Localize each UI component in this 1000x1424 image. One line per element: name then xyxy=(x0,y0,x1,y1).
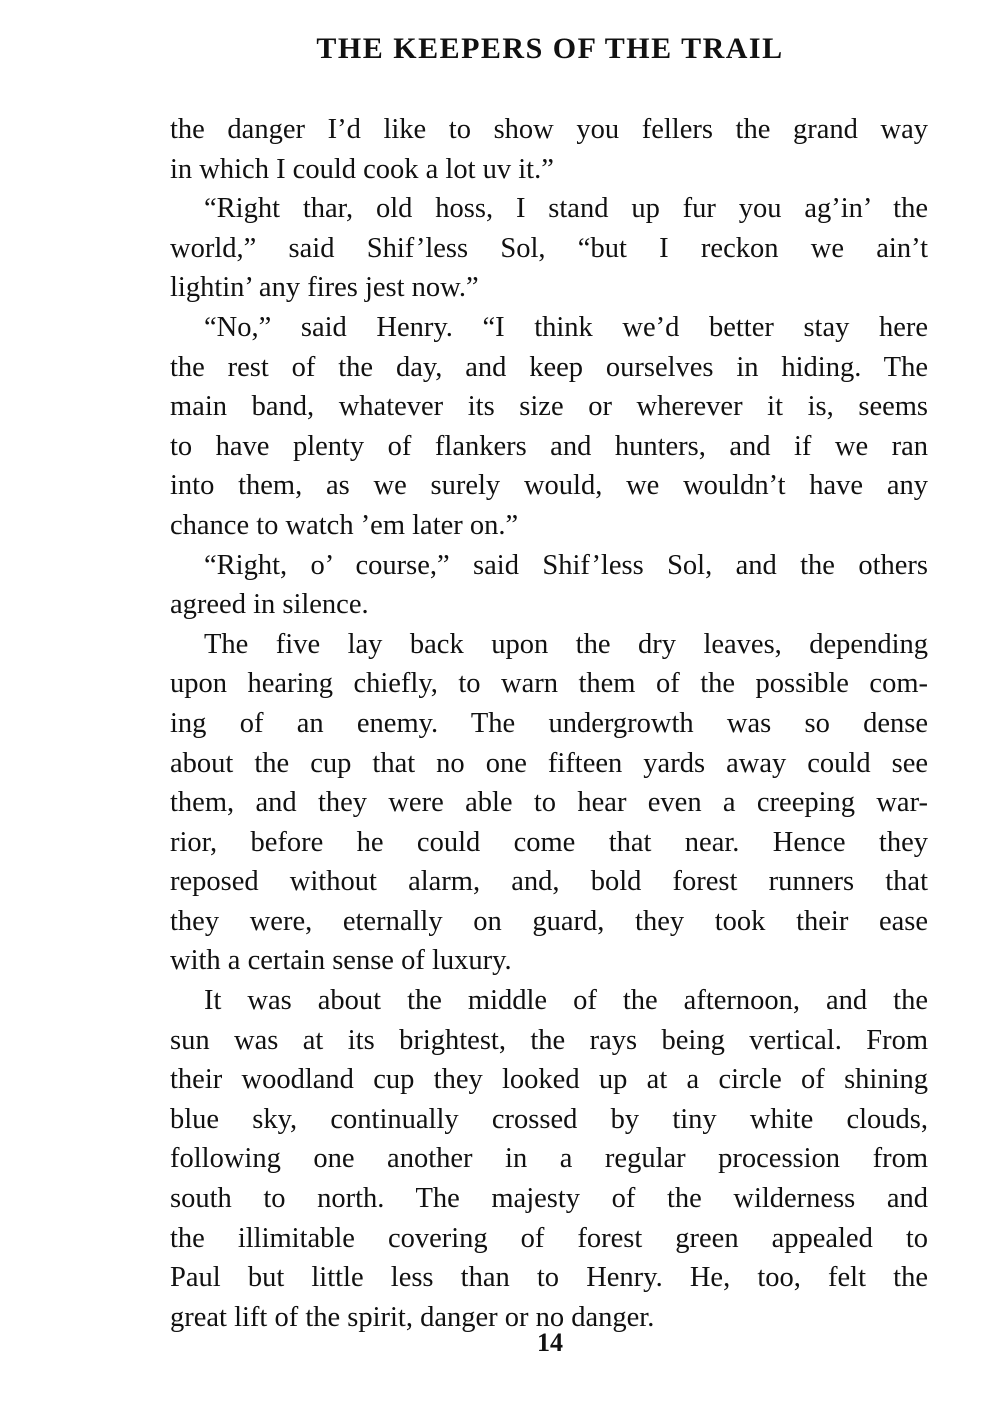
text-line: south to north. The majesty of the wilderness and xyxy=(170,1183,928,1215)
text-line: their woodland cup they looked up at a circle of shining xyxy=(170,1064,928,1096)
text-line: the illimitable covering of forest green appealed to xyxy=(170,1222,928,1254)
text-line: main band, whatever its size or wherever it is, seems xyxy=(170,391,928,423)
text-line: rior, before he could come that near. Hence they xyxy=(170,826,928,858)
text-line: to have plenty of flankers and hunters, and if we ran xyxy=(170,430,928,462)
running-head: THE KEEPERS OF THE TRAIL xyxy=(316,32,784,65)
text-line: about the cup that no one fifteen yards away could see xyxy=(170,747,928,779)
text-line: they were, eternally on guard, they took their ease xyxy=(170,905,928,937)
text-line: The five lay back upon the dry leaves, depending xyxy=(204,628,928,660)
text-line: world,” said Shif’less Sol, “but I reckon we ain’t xyxy=(170,232,928,264)
body-text xyxy=(170,110,928,1337)
text-line: the danger I’d like to show you fellers the grand way xyxy=(170,114,928,145)
text-line: them, and they were able to hear even a creeping war- xyxy=(170,787,928,819)
text-line: chance to watch ’em later on.” xyxy=(170,509,519,541)
text-line: “Right thar, old hoss, I stand up fur you ag’in’ the xyxy=(204,193,928,225)
text-line: It was about the middle of the afternoon, and the xyxy=(204,985,928,1017)
text-line: lightin’ any fires jest now.” xyxy=(170,272,479,304)
text-line: agreed in silence. xyxy=(170,589,369,621)
text-line: upon hearing chiefly, to warn them of the possible com- xyxy=(170,668,928,700)
text-line: “Right, o’ course,” said Shif’less Sol, and the others xyxy=(204,549,928,581)
text-line: reposed without alarm, and, bold forest runners that xyxy=(170,866,928,898)
text-line: great lift of the spirit, danger or no danger. xyxy=(170,1301,655,1333)
text-line: Paul but little less than to Henry. He, too, felt the xyxy=(170,1262,928,1294)
text-line: blue sky, continually crossed by tiny white clouds, xyxy=(170,1103,928,1135)
text-line: ing of an enemy. The undergrowth was so dense xyxy=(170,707,928,739)
text-line: sun was at its brightest, the rays being vertical. From xyxy=(170,1024,928,1056)
text-line: “No,” said Henry. “I think we’d better stay here xyxy=(204,311,928,343)
text-line: the rest of the day, and keep ourselves in hiding. The xyxy=(170,351,928,383)
text-line: into them, as we surely would, we wouldn’t have any xyxy=(170,470,928,502)
text-line: in which I could cook a lot uv it.” xyxy=(170,153,554,185)
page-number: 14 xyxy=(537,1328,563,1357)
text-line: following one another in a regular procession from xyxy=(170,1143,928,1175)
text-line: with a certain sense of luxury. xyxy=(170,945,512,977)
